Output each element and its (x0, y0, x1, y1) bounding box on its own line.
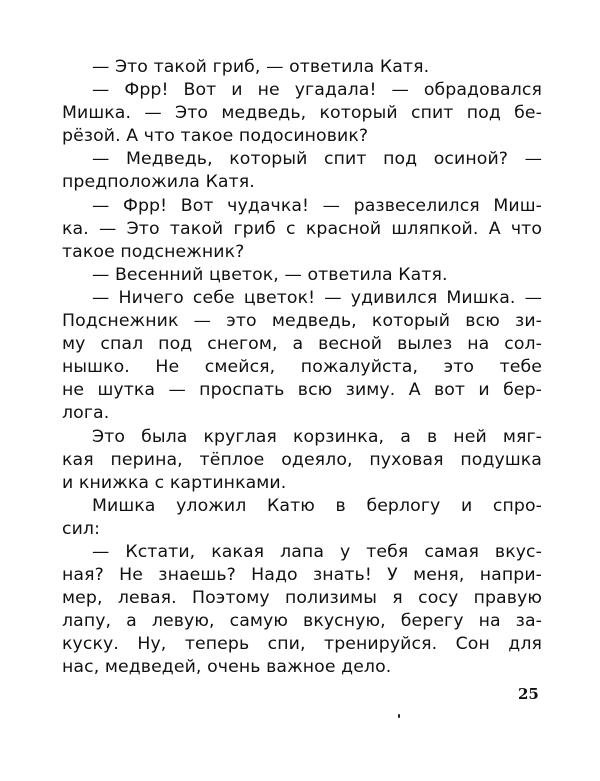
text-line: ная? Не знаешь? Надо знать! У меня, напри- (62, 565, 542, 586)
text-line: му спал под снегом, а весной вылез на сол- (62, 334, 542, 355)
text-line: — Кстати, какая лапа у тебя самая вкус- (92, 541, 542, 562)
text-line: нышко. Не смейся, пожалуйста, это тебе (62, 357, 542, 378)
text-line: ка. — Это такой гриб с красной шляпкой. А что (62, 218, 542, 239)
text-line: Это была круглая корзинка, а в ней мяг- (92, 426, 542, 447)
text-line: — Фрр! Вот чудачка! — развеселился Миш- (92, 195, 542, 216)
print-speck (398, 714, 400, 718)
text-line: рёзой. А что такое подосиновик? (62, 126, 369, 147)
text-line: Мишка уложил Катю в берлогу и спро- (92, 495, 542, 516)
text-line: нас, медведей, очень важное дело. (62, 657, 392, 678)
text-line: лога. (62, 403, 110, 424)
text-line: лапу, а левую, самую вкусную, берегу на за- (62, 611, 542, 632)
text-line: не шутка — проспать всю зиму. А вот и бер- (62, 380, 542, 401)
text-line: Подснежник — это медведь, который всю зи- (62, 311, 542, 332)
text-line: куску. Ну, теперь спи, тренируйся. Сон для (62, 634, 542, 655)
page-number: 25 (518, 685, 539, 703)
page-text (62, 56, 542, 680)
text-line: — Медведь, который спит под осиной? — (92, 149, 542, 170)
text-line: — Ничего себе цветок! — удивился Мишка. — (92, 287, 542, 308)
text-line: мер, левая. Поэтому полизимы я сосу правую (62, 588, 542, 609)
text-line: — Фрр! Вот и не угадала! — обрадовался (92, 80, 542, 101)
text-line: — Это такой гриб, — ответила Катя. (92, 57, 430, 77)
text-line: предположила Катя. (62, 172, 255, 193)
text-line: и книжка с картинками. (62, 472, 287, 493)
text-line: такое подснежник? (62, 241, 245, 262)
text-line: кая перина, тёплое одеяло, пуховая подушка (62, 449, 542, 470)
text-line: Мишка. — Это медведь, который спит под бе- (62, 103, 542, 124)
text-line: сил: (62, 518, 101, 539)
text-line: — Весенний цветок, — ответила Катя. (92, 264, 448, 285)
